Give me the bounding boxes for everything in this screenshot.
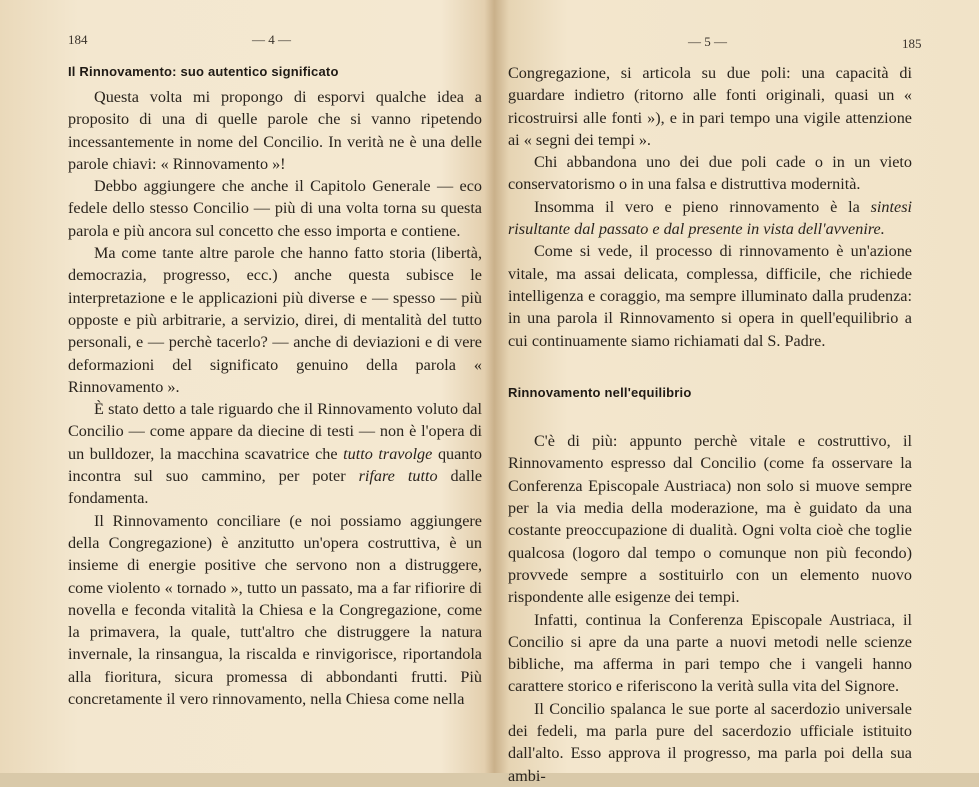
paragraph: Come si vede, il processo di rinnovamento è un'azione vitale, ma assai delicata, complessa, difficile, che richiede intelligenza e coraggio, ma sempre illuminato dalla prudenza: in una parola il Rinnovamento si opera in quell'equilibrio a cui continuamente siamo richiamati dal S. Padre. xyxy=(508,242,912,350)
section-heading-right: Rinnovamento nell'equilibrio xyxy=(508,384,692,400)
paragraph xyxy=(68,398,482,509)
section-gap xyxy=(508,352,912,382)
left-page xyxy=(0,0,492,773)
paragraph: Questa volta mi propongo di esporvi qualche idea a proposito di una di quelle parole che si vanno ripetendo incessantemente in nome del Concilio. In verità ne è una delle parole chiavi: « Rinnovamento »! xyxy=(68,88,482,173)
section-heading-left: Il Rinnovamento: suo autentico significato xyxy=(68,64,339,79)
right-page xyxy=(492,0,979,785)
italic-phrase: tutto travolge xyxy=(343,444,433,463)
paragraph-text: dalle fondamenta. xyxy=(68,467,483,508)
italic-phrase: rifare tutto xyxy=(358,467,438,486)
paragraph: Il Rinnovamento conciliare (e noi possiamo aggiungere della Congregazione) è anzitutto un'opera costruttiva, è un insieme di energie positive che servono non a distruggere, come violento « tornado », tutto un passato, ma a far rifiorire di novella e feconda vitalità la Chiesa e la Congregazione, come la primavera, la quale, tutt'altro che distruggere la natura invernale, la rinsangua, la riscalda e rinvigorisce, riportandola alla fioritura, sicura promessa di abbondanti frutti. Più concretamente il vero rinnovamento, nella Chiesa come nella xyxy=(68,511,482,709)
italic-phrase: sintesi risultante dal passato e dal presente in vista dell'avvenire. xyxy=(508,197,912,239)
paragraph-text: Insomma il vero e pieno rinnovamento è la xyxy=(534,197,860,216)
paragraph xyxy=(508,196,912,241)
chapter-marker-left: — 4 — xyxy=(252,32,291,47)
paragraph: Il Concilio spalanca le sue porte al sacerdozio universale dei fedeli, ma parla pure del sacerdozio ufficiale istituito dall'alto. Esso approva il progresso, ma parla poi della sua ambi- xyxy=(508,699,912,785)
paragraph-text: quanto incontra sul suo cammino, per poter xyxy=(68,444,482,486)
paragraph: Debbo aggiungere che anche il Capitolo Generale — eco fedele dello stesso Concilio — più di una volta torna su questa parola e più ancora sul concetto che esso importa e contiene. xyxy=(68,177,482,240)
right-page-body xyxy=(508,62,912,787)
page-number-left: 184 xyxy=(68,32,88,47)
paragraph: Congregazione, si articola su due poli: una capacità di guardare indietro (ritorno alle fonti originali, quasi un « ricostruirsi alle fonti »), e in pari tempo una vigile attenzione ai « segni dei tempi ». xyxy=(508,64,912,149)
paragraph: Ma come tante altre parole che hanno fatto storia (libertà, democrazia, progresso, ecc.) anche questa subisce le interpretazione e le applicazioni più diverse e — spesso — più opposte e più arbitrarie, a servizio, direi, di mentalità del tutto personali, e — perchè tacerlo? — anche di deviazioni e di vere deformazioni del significato genuino della parola « Rinnovamento ». xyxy=(68,244,482,396)
paragraph-text: È stato detto a tale riguardo che il Rinnovamento voluto dal Concilio — come appare da diecine di testi — non è l'opera di un bulldozer, la macchina scavatrice che xyxy=(68,400,482,463)
left-page-body xyxy=(68,86,482,710)
paragraph: Infatti, continua la Conferenza Episcopale Austriaca, il Concilio si apre da una parte a nuovi metodi nelle scienze bibliche, ma afferma in pari tempo che i vangeli hanno carattere storico e riferiscono la verità sulla vita del Signore. xyxy=(508,610,912,696)
paragraph: Chi abbandona uno dei due poli cade o in un vieto conservatorismo o in una falsa e distruttiva modernità. xyxy=(508,153,912,194)
page-number-right: 185 xyxy=(902,36,922,51)
paragraph: C'è di più: appunto perchè vitale e costruttivo, il Rinnovamento espresso dal Concilio (come fa osservare la Conferenza Episcopale Austriaca) non solo si muove sempre per la via media della moderazione, ma è guidato da una costante preoccupazione di dualità. Ogni volta cioè che toglie qualcosa (logoro dal tempo o comunque non più fecondo) provvede sempre a sostituirlo con un elemento nuovo rispondente alle esigenze dei tempi. xyxy=(508,432,912,607)
chapter-marker-right: — 5 — xyxy=(688,34,727,49)
